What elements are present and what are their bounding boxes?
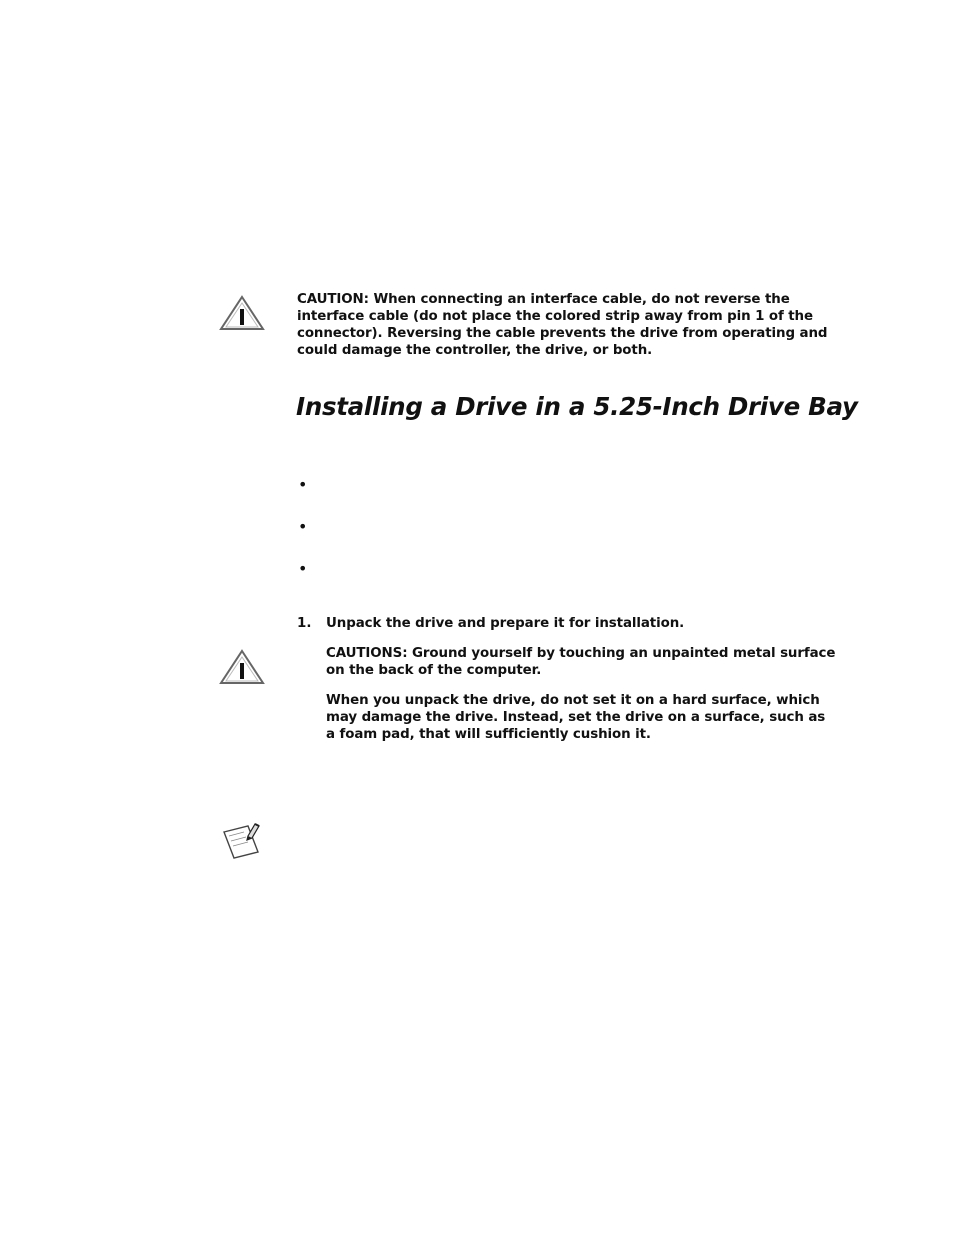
caution-triangle-icon <box>219 295 265 331</box>
cautions-block <box>326 645 838 756</box>
bullet-marker: • <box>298 559 308 578</box>
bullet-marker: • <box>298 517 308 536</box>
bullet-marker: • <box>298 475 308 494</box>
step-text: Unpack the drive and prepare it for installation. <box>326 616 685 631</box>
caution-ground-yourself: CAUTIONS: Ground yourself by touching an unpainted metal surface on the back of the computer. <box>326 646 836 678</box>
note-pencil-icon <box>222 822 262 860</box>
step-number: 1. <box>297 616 312 631</box>
caution-triangle-icon <box>219 649 265 685</box>
caution-interface-cable: CAUTION: When connecting an interface cable, do not reverse the interface cable (do not place the colored strip away from pin 1 of the connector). Reversing the cable prevents the drive from operating and could damage the controller, the drive, or both. <box>297 292 828 358</box>
caution-hard-surface: When you unpack the drive, do not set it on a hard surface, which may damage the drive. Instead, set the drive on a surface, such as a foam pad, that will sufficiently cushion it. <box>326 693 826 742</box>
section-heading: Installing a Drive in a 5.25-Inch Drive Bay <box>296 392 858 421</box>
